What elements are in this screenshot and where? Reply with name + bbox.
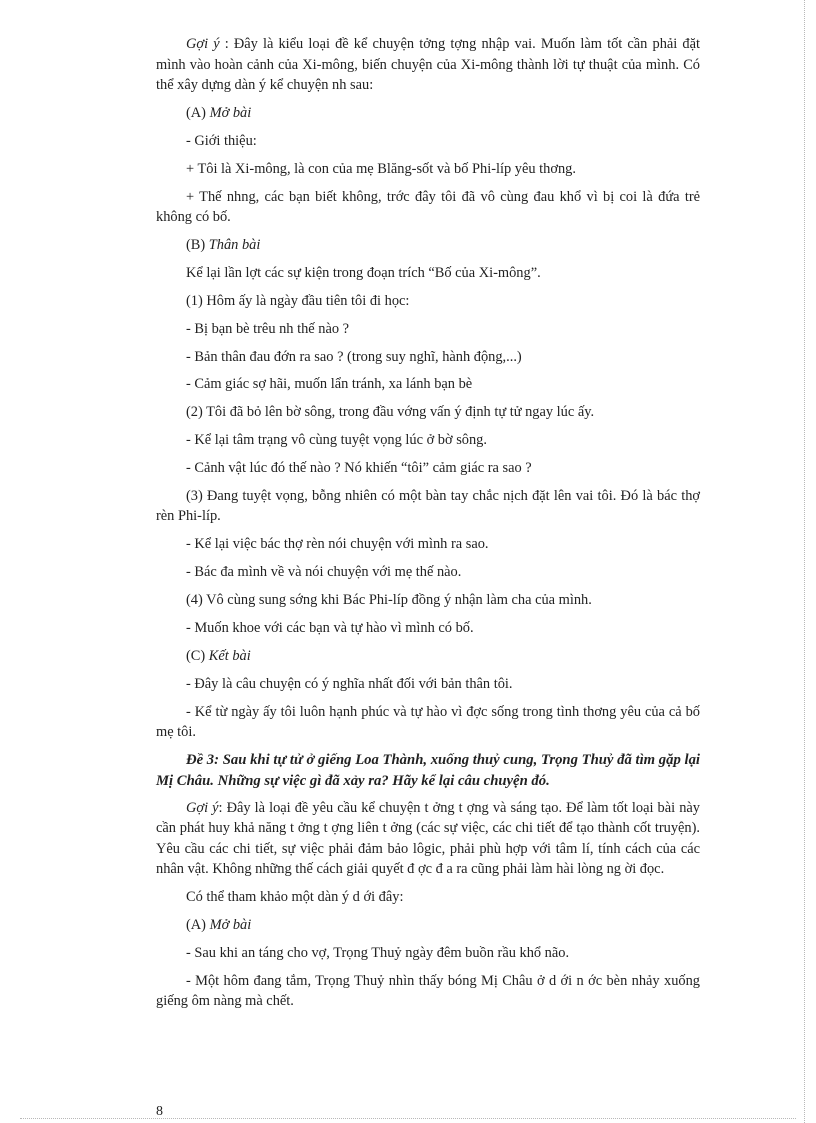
hint-text: : Đây là kiểu loại đề kể chuyện tởng tợng nhập vai. Muốn làm tốt cần phải đặt mình vào hoàn cảnh của Xi-mông, biến chuyện của Xi-mông thành lời tự thuật của mình. Có thể xây dựng dàn ý kể chuyện nh sau: — [156, 36, 700, 93]
paragraph: (3) Đang tuyệt vọng, bỗng nhiên có một bàn tay chắc nịch đặt lên vai tôi. Đó là bác thợ rèn Phi-líp. — [156, 487, 700, 525]
section-prefix: (A) — [186, 104, 210, 121]
paragraph: - Cảnh vật lúc đó thế nào ? Nó khiến “tôi” cảm giác ra sao ? — [186, 460, 532, 477]
paragraph: Kể lại lần lợt các sự kiện trong đoạn trích “Bố của Xi-mông”. — [186, 264, 541, 281]
paragraph: - Một hôm đang tắm, Trọng Thuỷ nhìn thấy bóng Mị Châu ở d ới n ớc bèn nhảy xuống giếng ôm nàng mà chết. — [156, 972, 700, 1010]
hint-label: Gợi ý — [186, 36, 220, 52]
paragraph: - Bản thân đau đớn ra sao ? (trong suy nghĩ, hành động,...) — [186, 348, 522, 365]
bottom-page-border — [20, 1118, 796, 1119]
hint-text: : Đây là loại đề yêu cầu kể chuyện t ởng t ợng và sáng tạo. Để làm tốt loại bài này cần phát huy khả năng t ởng t ợng liên t ởng (các sự việc, các chi tiết để tạo thành cốt truyện). Yêu cầu các chi tiết, sự việc phải đảm bảo lôgic, phải phù hợp với tâm lí, tính cách của các nhân vật. Không những thế cách giải quyết đ ợc đ a ra cũng phải làm hài lòng ng ời đọc. — [156, 799, 700, 878]
section-title: Thân bài — [208, 236, 261, 253]
section-prefix: (A) — [186, 916, 210, 933]
paragraph: - Kể lại tâm trạng vô cùng tuyệt vọng lúc ở bờ sông. — [186, 432, 487, 449]
page-body — [156, 34, 700, 1019]
paragraph: (1) Hôm ấy là ngày đầu tiên tôi đi học: — [186, 292, 410, 309]
section-prefix: (C) — [186, 647, 209, 664]
hint-paragraph — [156, 34, 700, 96]
paragraph: + Tôi là Xi-mông, là con của mẹ Blăng-sốt và bố Phi-líp yêu thơng. — [186, 160, 576, 177]
paragraph: (2) Tôi đã bỏ lên bờ sông, trong đầu vớng vấn ý định tự tử ngay lúc ấy. — [186, 404, 595, 421]
hint-label: Gợi ý — [186, 799, 219, 816]
paragraph: Có thể tham khảo một dàn ý d ới đây: — [186, 888, 404, 905]
paragraph: - Bác đa mình về và nói chuyện với mẹ thế nào. — [186, 564, 462, 581]
section-title: Mở bài — [209, 104, 252, 121]
section-than-bai — [156, 235, 700, 256]
exercise-heading: Đề 3: Sau khi tự tử ở giếng Loa Thành, xuống thuỷ cung, Trọng Thuỷ đã tìm gặp lại Mị Châu. Những sự việc gì đã xảy ra? Hãy kể lại câu chuyện đó. — [156, 752, 700, 789]
paragraph: - Giới thiệu: — [186, 132, 257, 149]
section-prefix: (B) — [186, 236, 209, 253]
paragraph: - Đây là câu chuyện có ý nghĩa nhất đối với bản thân tôi. — [186, 675, 513, 692]
page-number: 8 — [156, 1104, 163, 1119]
section-mo-bai — [156, 103, 700, 124]
right-page-border — [804, 0, 805, 1123]
paragraph: + Thế nhng, các bạn biết không, trớc đây tôi đã vô cùng đau khổ vì bị coi là đứa trẻ không có bố. — [156, 188, 700, 226]
section-mo-bai — [156, 915, 700, 936]
hint-paragraph — [156, 798, 700, 880]
paragraph: - Bị bạn bè trêu nh thế nào ? — [186, 320, 350, 337]
paragraph: - Muốn khoe với các bạn và tự hào vì mình có bố. — [186, 620, 474, 637]
section-title: Mở bài — [209, 916, 252, 933]
paragraph: - Kể lại việc bác thợ rèn nói chuyện với mình ra sao. — [186, 536, 489, 553]
paragraph: - Kể từ ngày ấy tôi luôn hạnh phúc và tự hào vì đợc sống trong tình thơng yêu của cả bố mẹ tôi. — [156, 703, 700, 741]
section-ket-bai — [156, 646, 700, 667]
section-title: Kết bài — [208, 647, 251, 664]
paragraph: - Cảm giác sợ hãi, muốn lẩn tránh, xa lánh bạn bè — [186, 376, 473, 393]
paragraph: (4) Vô cùng sung sớng khi Bác Phi-líp đồng ý nhận làm cha của mình. — [186, 592, 592, 609]
paragraph: - Sau khi an táng cho vợ, Trọng Thuỷ ngày đêm buồn rầu khổ não. — [186, 944, 570, 961]
